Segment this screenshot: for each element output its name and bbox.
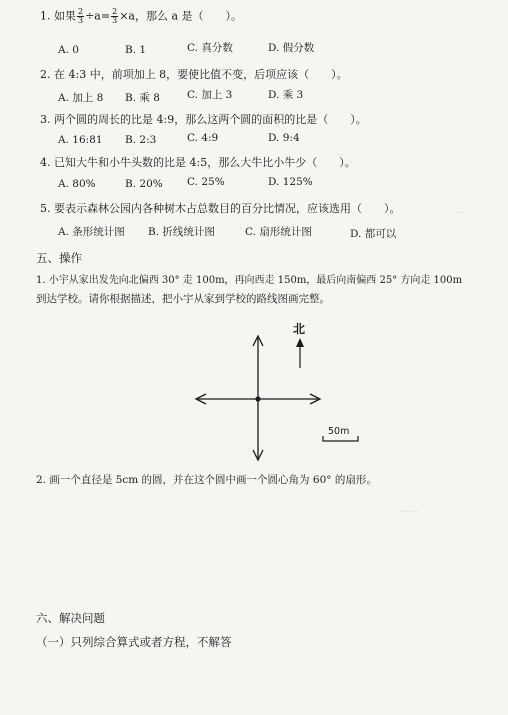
option-b: B. 1 xyxy=(125,44,147,56)
fraction: $\frac{2}{3}$ xyxy=(112,7,118,25)
option-a: A. 条形统计图 xyxy=(58,226,125,238)
bleed-through-mark: ‥‥‥ xyxy=(400,505,419,515)
section-title-problem-solving: 六、解决问题 xyxy=(36,611,105,625)
option-d: D. 假分数 xyxy=(268,42,315,54)
question-3: 3. 两个圆的周长的比是 4:9，那么这两个圆的面积的比是（ ）。 xyxy=(40,113,367,126)
question-text: ÷a= xyxy=(85,9,111,23)
question-text: 1. 小宇从家出发先向北偏西 30° 走 100m，再向西走 150m，最后向南偏西 25° 方向走 100m xyxy=(36,275,463,286)
north-label: 北 xyxy=(293,322,306,336)
home-point xyxy=(255,396,260,401)
subsection-title: （一）只列综合算式或者方程，不解答 xyxy=(36,635,232,649)
option-a: A. 16:81 xyxy=(58,134,103,146)
bleed-through-mark: … xyxy=(455,206,464,216)
option-c: C. 25% xyxy=(187,176,225,188)
scale-label: 50m xyxy=(328,426,350,437)
question-text: 1. 如果 xyxy=(40,9,76,23)
option-d: D. 9:4 xyxy=(268,132,300,144)
option-c: C. 扇形统计图 xyxy=(245,226,312,238)
option-a: A. 80% xyxy=(58,178,96,190)
question-text: ×a，那么 a 是（ ）。 xyxy=(119,9,243,23)
option-d: D. 125% xyxy=(268,176,313,188)
option-a: A. 加上 8 xyxy=(58,92,104,104)
section-title-operation: 五、操作 xyxy=(36,251,82,265)
option-d: D. 都可以 xyxy=(350,228,397,240)
question-2: 2. 在 4:3 中，前项加上 8，要使比值不变，后项应该（ ）。 xyxy=(40,68,348,81)
operation-question-2: 2. 画一个直径是 5cm 的圆，并在这个圆中画一个圆心角为 60° 的扇形。 xyxy=(36,474,377,486)
option-d: D. 乘 3 xyxy=(268,89,304,101)
option-c: C. 真分数 xyxy=(187,42,233,54)
option-b: B. 乘 8 xyxy=(125,92,160,104)
fraction: $\frac{2}{3}$ xyxy=(78,7,84,25)
question-4: 4. 已知大牛和小牛头数的比是 4:5，那么大牛比小牛少（ ）。 xyxy=(40,156,356,169)
option-b: B. 折线统计图 xyxy=(148,226,215,238)
option-b: B. 2:3 xyxy=(125,134,157,146)
option-c: C. 加上 3 xyxy=(187,89,233,101)
option-c: C. 4:9 xyxy=(187,132,219,144)
option-b: B. 20% xyxy=(125,178,163,190)
question-text: 到达学校。请你根据描述，把小宇从家到学校的路线图画完整。 xyxy=(36,293,330,305)
option-a: A. 0 xyxy=(58,44,79,56)
question-5: 5. 要表示森林公园内各种树木占总数目的百分比情况，应该选用（ ）。 xyxy=(40,202,401,215)
north-indicator-arrow xyxy=(296,338,304,347)
